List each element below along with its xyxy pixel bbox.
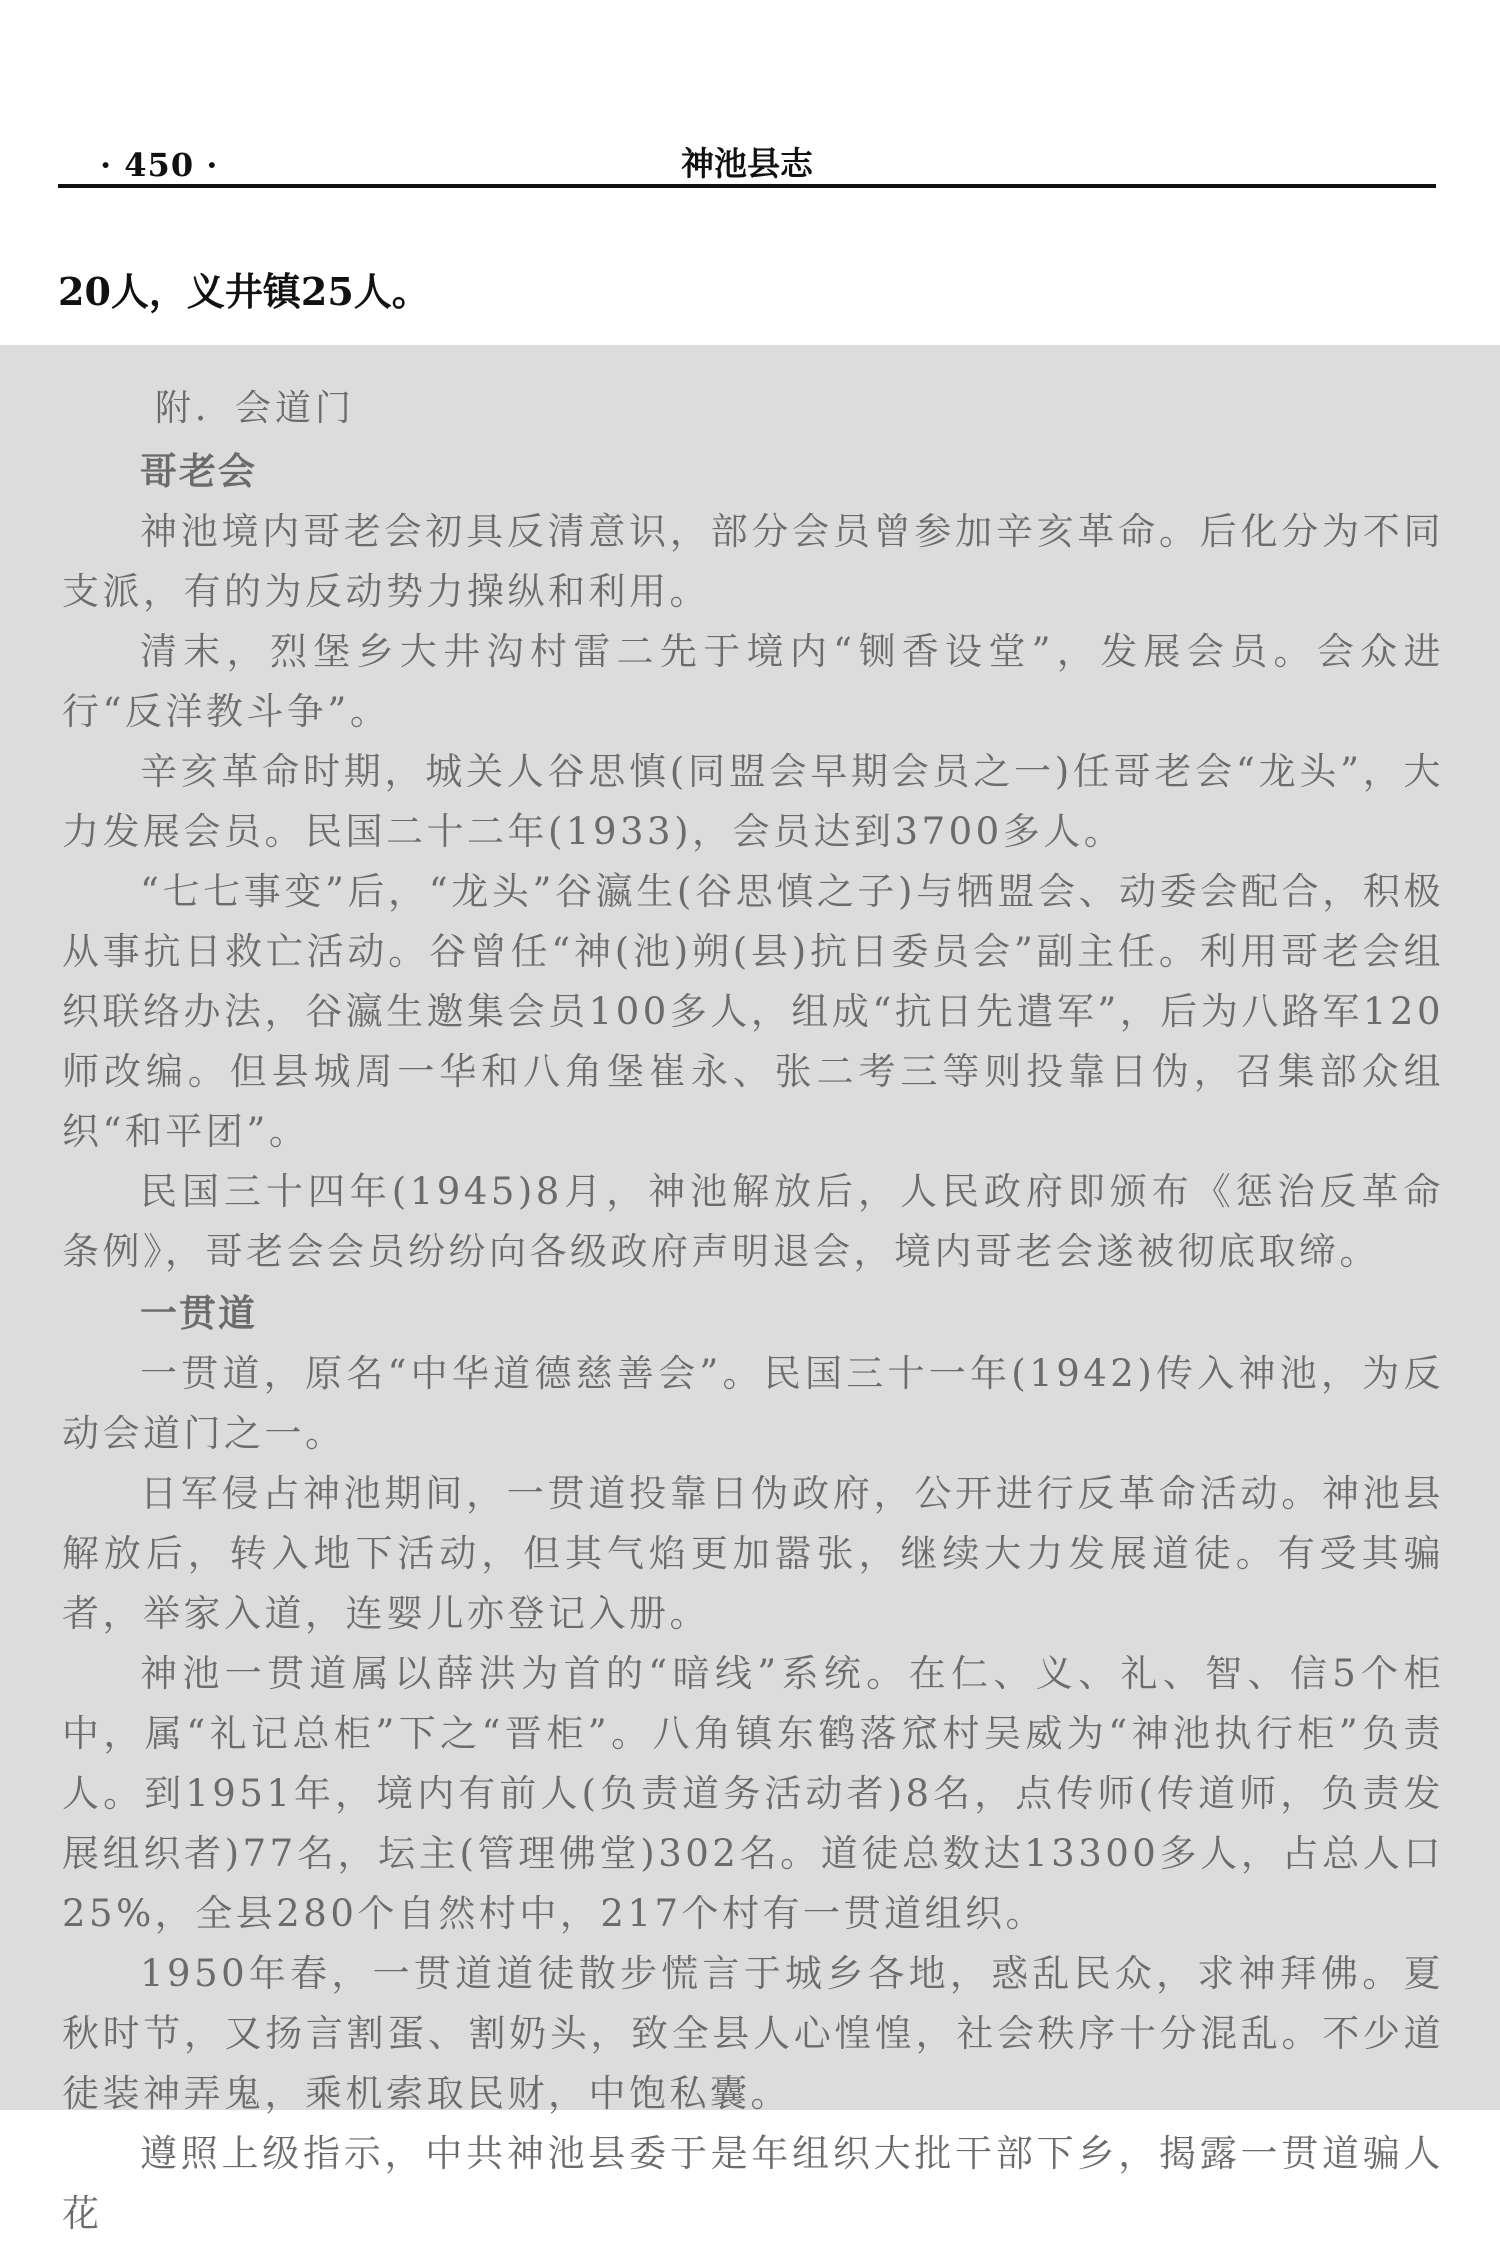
header-rule [58, 184, 1436, 188]
paragraph: “七七事变”后，“龙头”谷瀛生(谷思慎之子)与牺盟会、动委会配合，积极从事抗日救亡活动。谷曾任“神(池)朔(县)抗日委员会”副主任。利用哥老会组织联络办法，谷瀛生邀集会员100多人，组成“抗日先遣军”，后为八路军120师改编。但县城周一华和八角堡崔永、张二考三等则投靠日伪，召集部众组织“和平团”。 [62, 870, 1444, 1153]
appendix-title: 附．会道门 [155, 388, 356, 429]
paragraph: 神池一贯道属以薛洪为首的“暗线”系统。在仁、义、礼、智、信5个柜中，属“礼记总柜”下之“晋柜”。八角镇东鹤落窊村吴威为“神池执行柜”负责人。到1951年，境内有前人(负责道务活动者)8名，点传师(传道师，负责发展组织者)77名，坛主(管理佛堂)302名。道徒总数达13300多人，占总人口25%，全县280个自然村中，217个村有一贯道组织。 [62, 1652, 1444, 1935]
continuation-line: 20人，义井镇25人。 [58, 269, 430, 314]
paragraph: 民国三十四年(1945)8月，神池解放后，人民政府即颁布《惩治反革命条例》，哥老会会员纷纷向各级政府声明退会，境内哥老会遂被彻底取缔。 [62, 1170, 1444, 1273]
section-yiguandao [62, 1282, 1444, 2244]
section-heading: 一贯道 [140, 1291, 257, 1335]
section-heading: 哥老会 [140, 449, 257, 493]
paragraph: 日军侵占神池期间，一贯道投靠日伪政府，公开进行反革命活动。神池县解放后，转入地下活动，但其气焰更加嚣张，继续大力发展道徒。有受其骗者，举家入道，连婴儿亦登记入册。 [62, 1472, 1444, 1635]
page-header [58, 128, 1436, 188]
paragraph: 清末，烈堡乡大井沟村雷二先于境内“铡香设堂”，发展会员。会众进行“反洋教斗争”。 [62, 630, 1444, 733]
paragraph: 神池境内哥老会初具反清意识，部分会员曾参加辛亥革命。后化分为不同支派，有的为反动势力操纵和利用。 [62, 510, 1444, 613]
paragraph: 1950年春，一贯道道徒散步慌言于城乡各地，惑乱民众，求神拜佛。夏秋时节，又扬言割蛋、割奶头，致全县人心惶惶，社会秩序十分混乱。不少道徒装神弄鬼，乘机索取民财，中饱私囊。 [62, 1952, 1444, 2115]
running-title: 神池县志 [681, 144, 813, 183]
paragraph: 辛亥革命时期，城关人谷思慎(同盟会早期会员之一)任哥老会“龙头”，大力发展会员。民国二十二年(1933)，会员达到3700多人。 [62, 750, 1444, 853]
paragraph: 一贯道，原名“中华道德慈善会”。民国三十一年(1942)传入神池，为反动会道门之一。 [62, 1352, 1444, 1455]
page-number: · 450 · [100, 146, 219, 184]
paragraph: 遵照上级指示，中共神池县委于是年组织大批干部下乡，揭露一贯道骗人花 [62, 2132, 1444, 2235]
appendix-content [62, 378, 1444, 2244]
section-gelaohui [62, 440, 1444, 1282]
